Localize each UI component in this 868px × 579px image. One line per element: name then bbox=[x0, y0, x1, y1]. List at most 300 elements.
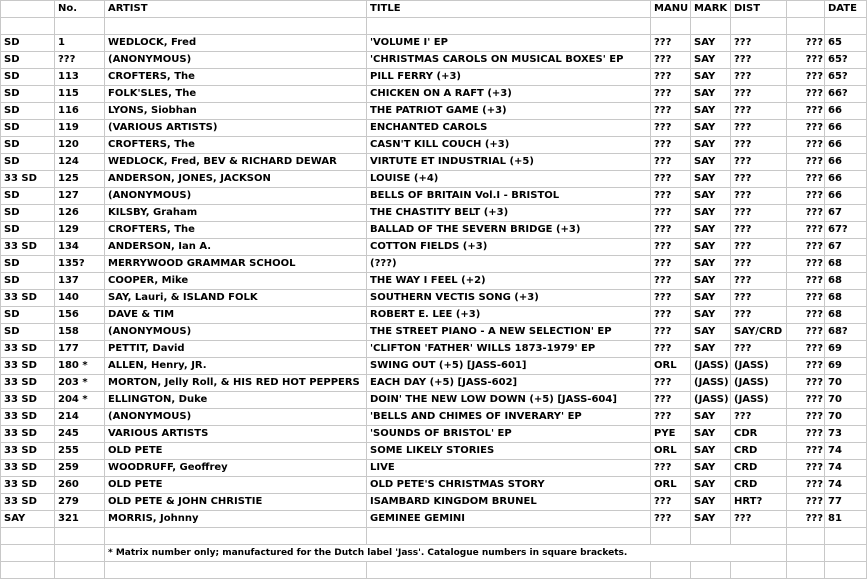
empty-cell bbox=[691, 562, 731, 579]
cell-artist: KILSBY, Graham bbox=[105, 205, 367, 222]
empty-cell bbox=[787, 562, 825, 579]
cell-artist: ELLINGTON, Duke bbox=[105, 392, 367, 409]
cell-mark: (JASS) bbox=[691, 392, 731, 409]
cell-artist: (VARIOUS ARTISTS) bbox=[105, 120, 367, 137]
empty-cell bbox=[1, 562, 55, 579]
cell-distributor: ??? bbox=[731, 120, 787, 137]
cell-catalogue-number: 156 bbox=[55, 307, 105, 324]
empty-cell bbox=[825, 528, 867, 545]
cell-catalogue-prefix: SD bbox=[1, 307, 55, 324]
cell-manufacturer: ??? bbox=[651, 324, 691, 341]
table-row bbox=[1, 409, 867, 426]
cell-catalogue-number: 245 bbox=[55, 426, 105, 443]
cell-title: CASN'T KILL COUCH (+3) bbox=[367, 137, 651, 154]
cell-mark: SAY bbox=[691, 494, 731, 511]
cell-artist: (ANONYMOUS) bbox=[105, 324, 367, 341]
cell-unknown: ??? bbox=[787, 443, 825, 460]
cell-artist: FOLK'SLES, The bbox=[105, 86, 367, 103]
cell-mark: (JASS) bbox=[691, 375, 731, 392]
cell-title: VIRTUTE ET INDUSTRIAL (+5) bbox=[367, 154, 651, 171]
empty-cell bbox=[691, 528, 731, 545]
cell-unknown: ??? bbox=[787, 103, 825, 120]
empty-cell bbox=[787, 528, 825, 545]
cell-catalogue-prefix: SD bbox=[1, 35, 55, 52]
cell-artist: OLD PETE bbox=[105, 477, 367, 494]
empty-cell bbox=[367, 562, 651, 579]
cell-mark: SAY bbox=[691, 69, 731, 86]
cell-date: 66 bbox=[825, 120, 867, 137]
cell-manufacturer: ??? bbox=[651, 494, 691, 511]
header-dist: DIST bbox=[731, 1, 787, 18]
empty-cell bbox=[1, 18, 55, 35]
cell-catalogue-prefix: 33 SD bbox=[1, 171, 55, 188]
table-row bbox=[1, 477, 867, 494]
cell-catalogue-prefix: SD bbox=[1, 120, 55, 137]
table-row bbox=[1, 375, 867, 392]
cell-title: ISAMBARD KINGDOM BRUNEL bbox=[367, 494, 651, 511]
empty-cell bbox=[55, 545, 105, 562]
cell-mark: SAY bbox=[691, 443, 731, 460]
header-manu: MANU bbox=[651, 1, 691, 18]
cell-title: EACH DAY (+5) [JASS-602] bbox=[367, 375, 651, 392]
cell-date: 70 bbox=[825, 375, 867, 392]
cell-title: SWING OUT (+5) [JASS-601] bbox=[367, 358, 651, 375]
cell-date: 65 bbox=[825, 35, 867, 52]
cell-manufacturer: ??? bbox=[651, 69, 691, 86]
cell-catalogue-number: 129 bbox=[55, 222, 105, 239]
cell-unknown: ??? bbox=[787, 460, 825, 477]
empty-cell bbox=[1, 545, 55, 562]
cell-manufacturer: ??? bbox=[651, 35, 691, 52]
table-row bbox=[1, 341, 867, 358]
empty-cell bbox=[825, 562, 867, 579]
cell-unknown: ??? bbox=[787, 409, 825, 426]
cell-mark: SAY bbox=[691, 460, 731, 477]
cell-manufacturer: ??? bbox=[651, 290, 691, 307]
cell-date: 66? bbox=[825, 86, 867, 103]
cell-title: OLD PETE'S CHRISTMAS STORY bbox=[367, 477, 651, 494]
cell-catalogue-number: 115 bbox=[55, 86, 105, 103]
cell-artist: MORTON, Jelly Roll, & HIS RED HOT PEPPERS bbox=[105, 375, 367, 392]
cell-distributor: ??? bbox=[731, 103, 787, 120]
cell-manufacturer: PYE bbox=[651, 426, 691, 443]
cell-distributor: ??? bbox=[731, 171, 787, 188]
cell-title: (???) bbox=[367, 256, 651, 273]
cell-catalogue-number: 113 bbox=[55, 69, 105, 86]
cell-title: LOUISE (+4) bbox=[367, 171, 651, 188]
cell-date: 70 bbox=[825, 392, 867, 409]
cell-date: 67 bbox=[825, 205, 867, 222]
cell-unknown: ??? bbox=[787, 273, 825, 290]
cell-manufacturer: ??? bbox=[651, 86, 691, 103]
table-row bbox=[1, 205, 867, 222]
cell-unknown: ??? bbox=[787, 341, 825, 358]
cell-unknown: ??? bbox=[787, 324, 825, 341]
cell-unknown: ??? bbox=[787, 358, 825, 375]
cell-artist: MORRIS, Johnny bbox=[105, 511, 367, 528]
cell-distributor: ??? bbox=[731, 341, 787, 358]
cell-catalogue-number: 124 bbox=[55, 154, 105, 171]
cell-mark: SAY bbox=[691, 273, 731, 290]
cell-date: 68? bbox=[825, 324, 867, 341]
cell-unknown: ??? bbox=[787, 375, 825, 392]
cell-title: CHICKEN ON A RAFT (+3) bbox=[367, 86, 651, 103]
cell-catalogue-number: 180 * bbox=[55, 358, 105, 375]
cell-date: 66 bbox=[825, 188, 867, 205]
header-mark: MARK bbox=[691, 1, 731, 18]
cell-date: 66 bbox=[825, 171, 867, 188]
cell-artist: PETTIT, David bbox=[105, 341, 367, 358]
cell-mark: SAY bbox=[691, 239, 731, 256]
cell-distributor: ??? bbox=[731, 290, 787, 307]
cell-catalogue-number: 140 bbox=[55, 290, 105, 307]
cell-distributor: ??? bbox=[731, 273, 787, 290]
cell-catalogue-number: 134 bbox=[55, 239, 105, 256]
cell-mark: SAY bbox=[691, 307, 731, 324]
cell-date: 77 bbox=[825, 494, 867, 511]
cell-unknown: ??? bbox=[787, 171, 825, 188]
table-row bbox=[1, 171, 867, 188]
table-row bbox=[1, 324, 867, 341]
cell-manufacturer: ??? bbox=[651, 137, 691, 154]
cell-mark: SAY bbox=[691, 52, 731, 69]
cell-mark: SAY bbox=[691, 171, 731, 188]
cell-distributor: ??? bbox=[731, 205, 787, 222]
cell-distributor: ??? bbox=[731, 137, 787, 154]
cell-distributor: CRD bbox=[731, 443, 787, 460]
cell-distributor: ??? bbox=[731, 511, 787, 528]
cell-catalogue-number: 321 bbox=[55, 511, 105, 528]
cell-manufacturer: ORL bbox=[651, 477, 691, 494]
cell-date: 69 bbox=[825, 341, 867, 358]
cell-catalogue-prefix: 33 SD bbox=[1, 239, 55, 256]
header-no: No. bbox=[55, 1, 105, 18]
cell-mark: SAY bbox=[691, 35, 731, 52]
cell-catalogue-prefix: SD bbox=[1, 69, 55, 86]
cell-catalogue-number: 126 bbox=[55, 205, 105, 222]
cell-catalogue-number: 137 bbox=[55, 273, 105, 290]
empty-cell bbox=[651, 528, 691, 545]
table-row bbox=[1, 256, 867, 273]
spacer-row bbox=[1, 18, 867, 35]
cell-manufacturer: ??? bbox=[651, 341, 691, 358]
cell-artist: ANDERSON, JONES, JACKSON bbox=[105, 171, 367, 188]
cell-mark: SAY bbox=[691, 137, 731, 154]
empty-cell bbox=[367, 18, 651, 35]
cell-catalogue-prefix: 33 SD bbox=[1, 375, 55, 392]
cell-artist: (ANONYMOUS) bbox=[105, 409, 367, 426]
header-date: DATE bbox=[825, 1, 867, 18]
header-row bbox=[1, 1, 867, 18]
table-row bbox=[1, 120, 867, 137]
cell-catalogue-prefix: 33 SD bbox=[1, 477, 55, 494]
table-row bbox=[1, 511, 867, 528]
cell-artist: MERRYWOOD GRAMMAR SCHOOL bbox=[105, 256, 367, 273]
cell-unknown: ??? bbox=[787, 69, 825, 86]
empty-cell bbox=[651, 562, 691, 579]
cell-catalogue-prefix: 33 SD bbox=[1, 460, 55, 477]
empty-cell bbox=[825, 18, 867, 35]
table-row bbox=[1, 154, 867, 171]
footnote-row bbox=[1, 545, 867, 562]
cell-artist: ANDERSON, Ian A. bbox=[105, 239, 367, 256]
cell-title: ENCHANTED CAROLS bbox=[367, 120, 651, 137]
cell-catalogue-number: 255 bbox=[55, 443, 105, 460]
cell-artist: VARIOUS ARTISTS bbox=[105, 426, 367, 443]
cell-mark: SAY bbox=[691, 511, 731, 528]
cell-manufacturer: ??? bbox=[651, 307, 691, 324]
cell-mark: SAY bbox=[691, 103, 731, 120]
cell-catalogue-number: 279 bbox=[55, 494, 105, 511]
cell-date: 73 bbox=[825, 426, 867, 443]
cell-catalogue-number: 203 * bbox=[55, 375, 105, 392]
cell-catalogue-number: 260 bbox=[55, 477, 105, 494]
cell-distributor: ??? bbox=[731, 35, 787, 52]
cell-distributor: ??? bbox=[731, 188, 787, 205]
cell-title: BELLS OF BRITAIN Vol.I - BRISTOL bbox=[367, 188, 651, 205]
empty-cell bbox=[731, 18, 787, 35]
cell-manufacturer: ORL bbox=[651, 358, 691, 375]
cell-title: 'CLIFTON 'FATHER' WILLS 1873-1979' EP bbox=[367, 341, 651, 358]
cell-manufacturer: ??? bbox=[651, 205, 691, 222]
cell-distributor: ??? bbox=[731, 86, 787, 103]
cell-manufacturer: ??? bbox=[651, 375, 691, 392]
cell-unknown: ??? bbox=[787, 120, 825, 137]
cell-title: LIVE bbox=[367, 460, 651, 477]
empty-cell bbox=[55, 528, 105, 545]
cell-date: 74 bbox=[825, 477, 867, 494]
cell-artist: OLD PETE bbox=[105, 443, 367, 460]
cell-mark: SAY bbox=[691, 188, 731, 205]
empty-cell bbox=[787, 18, 825, 35]
empty-cell bbox=[691, 18, 731, 35]
cell-mark: SAY bbox=[691, 222, 731, 239]
cell-distributor: (JASS) bbox=[731, 392, 787, 409]
cell-distributor: ??? bbox=[731, 409, 787, 426]
cell-artist: OLD PETE & JOHN CHRISTIE bbox=[105, 494, 367, 511]
cell-distributor: SAY/CRD bbox=[731, 324, 787, 341]
cell-date: 67? bbox=[825, 222, 867, 239]
cell-title: 'CHRISTMAS CAROLS ON MUSICAL BOXES' EP bbox=[367, 52, 651, 69]
cell-unknown: ??? bbox=[787, 477, 825, 494]
cell-mark: SAY bbox=[691, 324, 731, 341]
cell-catalogue-prefix: SD bbox=[1, 188, 55, 205]
cell-manufacturer: ??? bbox=[651, 511, 691, 528]
cell-title: ROBERT E. LEE (+3) bbox=[367, 307, 651, 324]
cell-unknown: ??? bbox=[787, 222, 825, 239]
cell-date: 68 bbox=[825, 273, 867, 290]
cell-catalogue-prefix: SD bbox=[1, 154, 55, 171]
empty-cell bbox=[825, 545, 867, 562]
cell-artist: LYONS, Siobhan bbox=[105, 103, 367, 120]
cell-distributor: ??? bbox=[731, 239, 787, 256]
cell-catalogue-prefix: SAY bbox=[1, 511, 55, 528]
cell-date: 68 bbox=[825, 307, 867, 324]
cell-catalogue-prefix: SD bbox=[1, 52, 55, 69]
cell-manufacturer: ??? bbox=[651, 120, 691, 137]
cell-title: SOUTHERN VECTIS SONG (+3) bbox=[367, 290, 651, 307]
cell-date: 66 bbox=[825, 154, 867, 171]
cell-artist: (ANONYMOUS) bbox=[105, 188, 367, 205]
cell-distributor: ??? bbox=[731, 154, 787, 171]
cell-unknown: ??? bbox=[787, 307, 825, 324]
cell-unknown: ??? bbox=[787, 494, 825, 511]
empty-cell bbox=[105, 562, 367, 579]
cell-artist: (ANONYMOUS) bbox=[105, 52, 367, 69]
cell-unknown: ??? bbox=[787, 137, 825, 154]
cell-mark: SAY bbox=[691, 154, 731, 171]
cell-catalogue-number: 214 bbox=[55, 409, 105, 426]
table-row bbox=[1, 52, 867, 69]
table-row bbox=[1, 86, 867, 103]
cell-catalogue-prefix: 33 SD bbox=[1, 443, 55, 460]
cell-catalogue-prefix: 33 SD bbox=[1, 409, 55, 426]
cell-title: COTTON FIELDS (+3) bbox=[367, 239, 651, 256]
cell-distributor: ??? bbox=[731, 52, 787, 69]
cell-date: 65? bbox=[825, 52, 867, 69]
table-row bbox=[1, 460, 867, 477]
table-row bbox=[1, 69, 867, 86]
cell-distributor: (JASS) bbox=[731, 358, 787, 375]
cell-manufacturer: ??? bbox=[651, 171, 691, 188]
cell-manufacturer: ??? bbox=[651, 154, 691, 171]
cell-catalogue-number: 125 bbox=[55, 171, 105, 188]
table-row bbox=[1, 273, 867, 290]
cell-catalogue-number: 204 * bbox=[55, 392, 105, 409]
cell-unknown: ??? bbox=[787, 256, 825, 273]
cell-unknown: ??? bbox=[787, 392, 825, 409]
cell-distributor: (JASS) bbox=[731, 375, 787, 392]
empty-cell bbox=[787, 545, 825, 562]
cell-unknown: ??? bbox=[787, 205, 825, 222]
cell-manufacturer: ??? bbox=[651, 188, 691, 205]
cell-title: SOME LIKELY STORIES bbox=[367, 443, 651, 460]
table-row bbox=[1, 494, 867, 511]
cell-date: 81 bbox=[825, 511, 867, 528]
cell-date: 74 bbox=[825, 460, 867, 477]
cell-artist: WOODRUFF, Geoffrey bbox=[105, 460, 367, 477]
cell-manufacturer: ??? bbox=[651, 52, 691, 69]
cell-catalogue-prefix: SD bbox=[1, 205, 55, 222]
cell-title: THE PATRIOT GAME (+3) bbox=[367, 103, 651, 120]
cell-catalogue-number: 158 bbox=[55, 324, 105, 341]
cell-catalogue-number: 127 bbox=[55, 188, 105, 205]
cell-distributor: ??? bbox=[731, 307, 787, 324]
cell-title: PILL FERRY (+3) bbox=[367, 69, 651, 86]
cell-distributor: CDR bbox=[731, 426, 787, 443]
cell-date: 68 bbox=[825, 256, 867, 273]
cell-mark: SAY bbox=[691, 409, 731, 426]
cell-date: 70 bbox=[825, 409, 867, 426]
cell-catalogue-prefix: SD bbox=[1, 222, 55, 239]
spacer-row bbox=[1, 562, 867, 579]
cell-date: 65? bbox=[825, 69, 867, 86]
cell-distributor: CRD bbox=[731, 477, 787, 494]
header-artist: ARTIST bbox=[105, 1, 367, 18]
cell-catalogue-number: 259 bbox=[55, 460, 105, 477]
table-row bbox=[1, 188, 867, 205]
cell-manufacturer: ??? bbox=[651, 273, 691, 290]
cell-manufacturer: ??? bbox=[651, 256, 691, 273]
empty-cell bbox=[1, 528, 55, 545]
cell-title: BALLAD OF THE SEVERN BRIDGE (+3) bbox=[367, 222, 651, 239]
cell-distributor: ??? bbox=[731, 222, 787, 239]
cell-manufacturer: ??? bbox=[651, 409, 691, 426]
cell-catalogue-number: 1 bbox=[55, 35, 105, 52]
table-row bbox=[1, 307, 867, 324]
cell-unknown: ??? bbox=[787, 35, 825, 52]
table-row bbox=[1, 392, 867, 409]
cell-title: THE WAY I FEEL (+2) bbox=[367, 273, 651, 290]
cell-catalogue-prefix: SD bbox=[1, 324, 55, 341]
cell-catalogue-number: 135? bbox=[55, 256, 105, 273]
cell-title: 'VOLUME I' EP bbox=[367, 35, 651, 52]
cell-mark: SAY bbox=[691, 290, 731, 307]
cell-mark: (JASS) bbox=[691, 358, 731, 375]
cell-catalogue-prefix: SD bbox=[1, 137, 55, 154]
cell-catalogue-number: 116 bbox=[55, 103, 105, 120]
cell-unknown: ??? bbox=[787, 86, 825, 103]
cell-catalogue-number: 119 bbox=[55, 120, 105, 137]
cell-distributor: ??? bbox=[731, 69, 787, 86]
cell-artist: WEDLOCK, Fred, BEV & RICHARD DEWAR bbox=[105, 154, 367, 171]
cell-unknown: ??? bbox=[787, 188, 825, 205]
table-row bbox=[1, 222, 867, 239]
table-row bbox=[1, 358, 867, 375]
table-row bbox=[1, 35, 867, 52]
cell-title: THE CHASTITY BELT (+3) bbox=[367, 205, 651, 222]
table-row bbox=[1, 290, 867, 307]
cell-mark: SAY bbox=[691, 477, 731, 494]
empty-cell bbox=[105, 528, 367, 545]
cell-date: 66 bbox=[825, 103, 867, 120]
empty-cell bbox=[731, 562, 787, 579]
cell-mark: SAY bbox=[691, 341, 731, 358]
cell-title: 'SOUNDS OF BRISTOL' EP bbox=[367, 426, 651, 443]
cell-date: 66 bbox=[825, 137, 867, 154]
table-row bbox=[1, 137, 867, 154]
cell-date: 67 bbox=[825, 239, 867, 256]
footnote: * Matrix number only; manufactured for the Dutch label 'Jass'. Catalogue numbers in square brackets. bbox=[105, 545, 787, 562]
cell-unknown: ??? bbox=[787, 154, 825, 171]
table-row bbox=[1, 426, 867, 443]
cell-date: 69 bbox=[825, 358, 867, 375]
empty-cell bbox=[651, 18, 691, 35]
cell-catalogue-prefix: 33 SD bbox=[1, 494, 55, 511]
header-title: TITLE bbox=[367, 1, 651, 18]
cell-manufacturer: ??? bbox=[651, 460, 691, 477]
cell-unknown: ??? bbox=[787, 52, 825, 69]
cell-artist: CROFTERS, The bbox=[105, 69, 367, 86]
cell-catalogue-prefix: SD bbox=[1, 86, 55, 103]
cell-manufacturer: ??? bbox=[651, 239, 691, 256]
cell-unknown: ??? bbox=[787, 290, 825, 307]
header-blank bbox=[787, 1, 825, 18]
cell-title: 'BELLS AND CHIMES OF INVERARY' EP bbox=[367, 409, 651, 426]
cell-catalogue-prefix: SD bbox=[1, 273, 55, 290]
header-cat bbox=[1, 1, 55, 18]
cell-artist: SAY, Lauri, & ISLAND FOLK bbox=[105, 290, 367, 307]
table-row bbox=[1, 443, 867, 460]
cell-distributor: HRT? bbox=[731, 494, 787, 511]
cell-catalogue-prefix: 33 SD bbox=[1, 341, 55, 358]
cell-unknown: ??? bbox=[787, 511, 825, 528]
cell-unknown: ??? bbox=[787, 426, 825, 443]
cell-manufacturer: ??? bbox=[651, 222, 691, 239]
cell-manufacturer: ??? bbox=[651, 392, 691, 409]
cell-title: GEMINEE GEMINI bbox=[367, 511, 651, 528]
cell-catalogue-number: 177 bbox=[55, 341, 105, 358]
